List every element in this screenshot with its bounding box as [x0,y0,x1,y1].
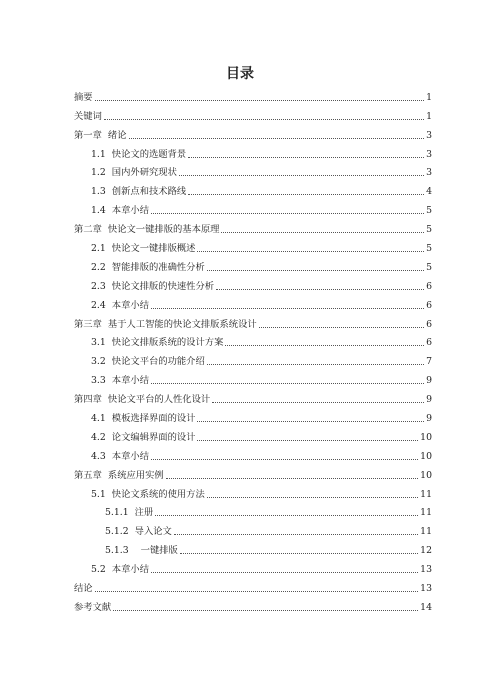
toc-entry-label [91,167,177,178]
toc-entry-page: 10 [420,469,432,481]
dot-leader [151,572,418,573]
dot-leader [95,591,419,592]
toc-entry-number: 第二章 [74,224,102,236]
toc-entry-text: 摘要 [74,91,93,103]
dot-leader [180,553,418,554]
dot-leader [95,100,424,101]
toc-entry-text: 系统应用实例 [107,469,164,481]
toc-entry[interactable] [74,348,432,367]
toc-entry-page: 5 [426,205,432,217]
toc-entry-number: 3.3 [91,375,106,387]
toc-entry-text: 一键排版 [140,545,178,557]
toc-entry[interactable] [74,405,432,424]
toc-entry-page: 10 [420,431,432,443]
toc-entry-label [74,602,111,613]
toc-entry[interactable] [74,575,432,594]
toc-entry-label [91,205,149,216]
toc-entry-label [91,356,205,367]
toc-entry-page: 10 [420,450,432,462]
toc-entry[interactable] [74,311,432,330]
toc-entry-label [91,149,186,160]
toc-entry-text: 论文编辑界面的设计 [111,431,196,443]
toc-entry-text: 参考文献 [74,601,112,613]
toc-entry-page: 5 [426,243,432,255]
dot-leader [129,138,424,139]
dot-leader [155,515,418,516]
dot-leader [259,327,424,328]
toc-entry[interactable] [74,500,432,519]
toc-entry-text: 快论文一键排版概述 [111,243,196,255]
dot-leader [221,232,424,233]
toc-entry-text: 模板选择界面的设计 [111,413,196,425]
toc-entry-label [105,526,172,537]
dot-leader [207,364,424,365]
toc-entry-number: 2.2 [91,261,106,273]
toc-entry[interactable] [74,197,432,216]
dot-leader [151,383,424,384]
dot-leader [151,213,424,214]
toc-entry-label [74,111,102,122]
toc-entry[interactable] [74,330,432,349]
table-of-contents [74,84,432,613]
dot-leader [166,478,418,479]
toc-entry-label [105,507,153,518]
dot-leader [197,421,424,422]
dot-leader [188,157,424,158]
toc-entry-label [91,489,205,500]
toc-entry[interactable] [74,103,432,122]
dot-leader [151,308,424,309]
toc-entry-label [74,394,210,405]
toc-entry-page: 6 [426,318,432,330]
toc-entry-number: 5.2 [91,564,106,576]
toc-entry-page: 11 [420,488,432,500]
dot-leader [197,440,418,441]
toc-entry-label [91,262,205,273]
toc-entry-text: 创新点和技术路线 [111,186,187,198]
toc-entry-number: 2.4 [91,299,106,311]
toc-entry-label [105,545,178,556]
toc-entry-page: 9 [426,375,432,387]
toc-entry-page: 9 [426,394,432,406]
toc-entry-page: 12 [420,545,432,557]
dot-leader [225,345,424,346]
toc-entry[interactable] [74,235,432,254]
toc-entry[interactable] [74,216,432,235]
toc-entry-label [91,564,149,575]
toc-entry-label [91,413,195,424]
toc-entry-label [91,186,186,197]
toc-entry[interactable] [74,273,432,292]
toc-entry-page: 3 [426,167,432,179]
dot-leader [104,119,424,120]
toc-entry-number: 3.2 [91,356,106,368]
toc-entry-text: 关键词 [74,110,102,122]
toc-entry[interactable] [74,122,432,141]
toc-entry-text: 结论 [74,583,93,595]
toc-entry-text: 基于人工智能的快论文排版系统设计 [107,318,257,330]
toc-entry-number: 第三章 [74,318,102,330]
toc-entry-label [91,432,195,443]
toc-entry-number: 1.4 [91,205,106,217]
toc-entry-label [74,583,93,594]
toc-entry-page: 9 [426,413,432,425]
toc-entry-label [74,130,127,141]
toc-entry-text: 本章小结 [111,564,149,576]
toc-entry[interactable] [74,254,432,273]
toc-entry-text: 快论文排版系统的设计方案 [111,337,224,349]
toc-entry-label [91,300,149,311]
toc-entry-text: 注册 [134,507,154,519]
toc-entry-number: 第四章 [74,394,102,406]
toc-entry-number: 5.1.1 [105,507,129,519]
toc-entry[interactable] [74,481,432,500]
toc-entry-number: 1.2 [91,167,106,179]
toc-entry[interactable] [74,462,432,481]
dot-leader [151,459,418,460]
toc-entry-page: 6 [426,280,432,292]
toc-entry[interactable] [74,556,432,575]
dot-leader [179,175,424,176]
dot-leader [216,289,424,290]
toc-entry-label [91,337,223,348]
dot-leader [207,497,418,498]
toc-entry[interactable] [74,443,432,462]
toc-entry[interactable] [74,178,432,197]
toc-title: 目录 [226,66,254,82]
toc-entry-number: 4.2 [91,431,106,443]
toc-entry-page: 5 [426,224,432,236]
toc-entry-text: 国内外研究现状 [111,167,177,179]
toc-entry[interactable] [74,160,432,179]
toc-entry[interactable] [74,292,432,311]
toc-entry-page: 3 [426,148,432,160]
toc-entry-label [74,92,93,103]
toc-entry-page: 13 [420,564,432,576]
toc-entry[interactable] [74,424,432,443]
dot-leader [207,270,424,271]
toc-entry-number: 4.1 [91,413,106,425]
toc-entry-page: 3 [426,129,432,141]
dot-leader [113,610,418,611]
toc-entry-page: 14 [420,601,432,613]
toc-entry[interactable] [74,518,432,537]
toc-entry-number: 5.1 [91,488,106,500]
dot-leader [197,251,424,252]
toc-entry[interactable] [74,386,432,405]
toc-entry-number: 3.1 [91,337,106,349]
dot-leader [188,194,424,195]
toc-entry-text: 快论文的选题背景 [111,148,187,160]
toc-entry-number: 4.3 [91,450,106,462]
toc-entry-number: 2.3 [91,280,106,292]
toc-entry-number: 1.3 [91,186,106,198]
toc-entry-page: 6 [426,337,432,349]
toc-entry-text: 本章小结 [111,299,149,311]
toc-entry-label [74,319,257,330]
toc-entry-text: 绪论 [107,129,127,141]
toc-entry-text: 快论文平台的人性化设计 [107,394,211,406]
toc-entry-text: 本章小结 [111,375,149,387]
toc-entry-page: 7 [426,356,432,368]
dot-leader [174,534,418,535]
toc-entry[interactable] [74,84,432,103]
toc-entry[interactable] [74,367,432,386]
toc-entry-page: 1 [426,110,432,122]
toc-entry-text: 本章小结 [111,205,149,217]
dot-leader [212,402,424,403]
toc-entry-page: 4 [426,186,432,198]
toc-entry-text: 导入论文 [134,526,172,538]
toc-entry-page: 13 [420,583,432,595]
toc-entry-number: 1.1 [91,148,106,160]
toc-entry-label [74,470,164,481]
toc-entry-label [91,451,149,462]
toc-entry-label [91,375,149,386]
toc-entry-text: 快论文平台的功能介绍 [111,356,205,368]
toc-entry-text: 快论文一键排版的基本原理 [107,224,220,236]
toc-entry-page: 1 [426,91,432,103]
toc-entry-label [91,243,195,254]
toc-entry-text: 快论文系统的使用方法 [111,488,205,500]
toc-entry-label [91,281,214,292]
toc-entry-page: 5 [426,261,432,273]
toc-entry-text: 智能排版的准确性分析 [111,261,205,273]
toc-entry-label [74,224,219,235]
toc-entry-page: 6 [426,299,432,311]
toc-entry-text: 快论文排版的快速性分析 [111,280,215,292]
toc-entry-number: 5.1.2 [105,526,129,538]
toc-entry-number: 5.1.3 [105,545,129,557]
toc-entry[interactable] [74,537,432,556]
toc-entry-page: 11 [420,526,432,538]
toc-entry-number: 第一章 [74,129,102,141]
toc-entry-number: 第五章 [74,469,102,481]
toc-entry-number: 2.1 [91,243,106,255]
toc-entry-text: 本章小结 [111,450,149,462]
toc-entry[interactable] [74,141,432,160]
toc-entry[interactable] [74,594,432,613]
toc-entry-page: 11 [420,507,432,519]
